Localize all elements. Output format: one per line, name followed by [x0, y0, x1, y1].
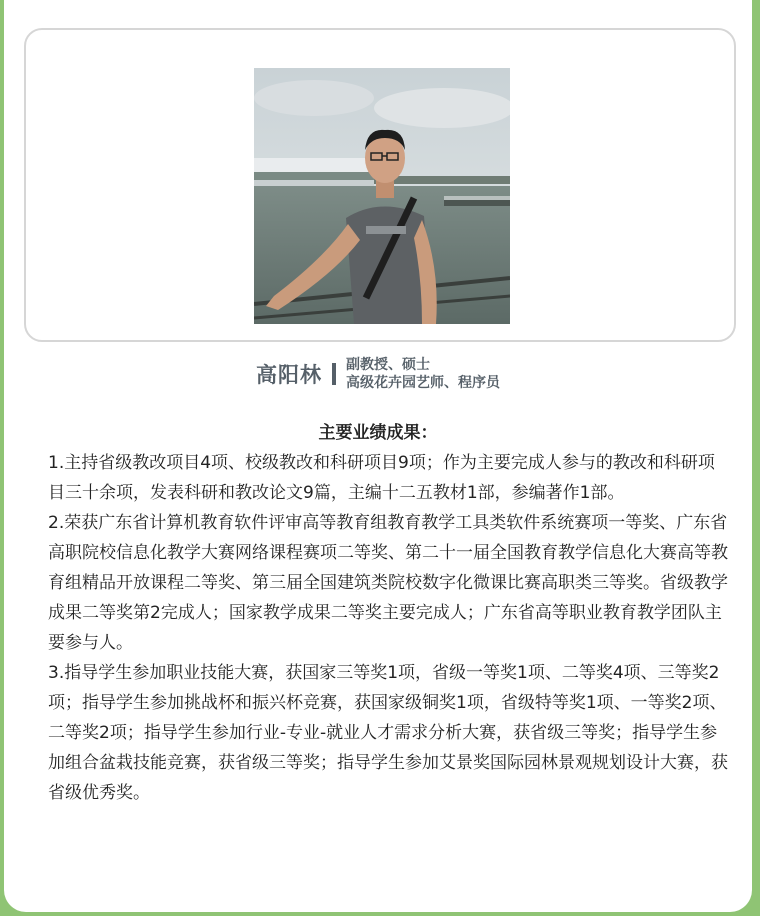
person-name: 高阳林	[256, 363, 322, 387]
profile-photo	[254, 68, 510, 324]
achievements-heading: 主要业绩成果：	[318, 423, 438, 443]
name-row	[4, 352, 752, 396]
achievements-list	[48, 448, 728, 808]
achievement-item-3: 3.指导学生参加职业技能大赛，获国家三等奖1项，省级一等奖1项、二等奖4项、三等奖2项；指导学生参加挑战杯和振兴杯竞赛，获国家级铜奖1项，省级特等奖1项、一等奖2项、二等奖2项；指导学生参加行业-专业-就业人才需求分析大赛，获省级三等奖；指导学生参加组合盆栽技能竞赛，获省级三等奖；指导学生参加艾景奖国际园林景观规划设计大赛，获省级优秀奖。	[48, 663, 728, 803]
title-line-1: 副教授、硕士	[346, 357, 430, 373]
name-divider	[332, 363, 336, 385]
person-titles	[346, 356, 500, 392]
achievement-item-1: 1.主持省级教改项目4项、校级教改和科研项目9项；作为主要完成人参与的教改和科研项目三十余项，发表科研和教改论文9篇，主编十二五教材1部，参编著作1部。	[48, 453, 715, 503]
photo-frame	[24, 28, 736, 342]
title-line-2: 高级花卉园艺师、程序员	[346, 375, 500, 391]
achievement-item-2: 2.荣获广东省计算机教育软件评审高等教育组教育教学工具类软件系统赛项一等奖、广东省高职院校信息化教学大赛网络课程赛项二等奖、第二十一届全国教育教学信息化大赛高等教育组精品开放课程二等奖、第三届全国建筑类院校数字化微课比赛高职类三等奖。省级教学成果二等奖第2完成人；国家教学成果二等奖主要完成人；广东省高等职业教育教学团队主要参与人。	[48, 513, 728, 653]
profile-card	[4, 0, 752, 912]
